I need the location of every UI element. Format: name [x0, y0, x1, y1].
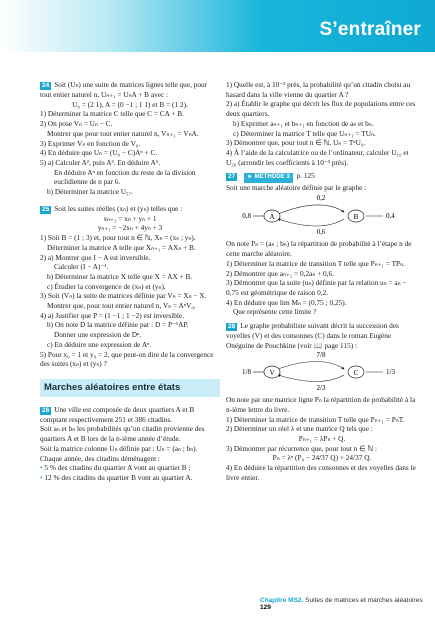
right-column [226, 80, 418, 483]
question: 2) Démontrer que aₙ₊₁ = 0,2aₙ + 0,6. [226, 268, 334, 278]
paragraph: On note Pₙ = (aₙ ; bₙ) la répartition de probabilité à l’étape n de cette marche aléatoire. [226, 239, 412, 259]
question: 1) Déterminer la matrice de transition T telle que Pₙ₊₁ = TPₙ. [226, 258, 405, 268]
markov-graph-vc [226, 350, 416, 392]
page-number: 129 [260, 604, 271, 611]
question: c) Étudier la convergence de (xₙ) et (yₙ). [47, 281, 166, 291]
footer-text: Suites de matrices et marches aléatoires [305, 597, 423, 604]
page-reference: p. 125 [296, 171, 315, 181]
question: 4) a) Justifier que P = (1 −1 ; 1 −2) est inversible. [40, 310, 184, 320]
left-column [40, 80, 220, 483]
question: 2) On pose Vₙ = Uₙ − C. [40, 119, 113, 129]
bullet-item: • 12 % des citadins du quartier B vont au quartier A. [40, 472, 193, 482]
node-label: B [353, 212, 359, 221]
question: 3) Démontrer par récurrence que, pour tout n ∈ ℕ : [226, 443, 377, 453]
header-banner [0, 0, 435, 52]
question: 4) En déduire la répartition des consonnes et des voyelles dans le livre entier. [226, 463, 416, 482]
loop-label: 1/3 [386, 368, 395, 377]
node-label: C [353, 369, 359, 378]
question: 1) Déterminer la matrice C telle que C = CA + B. [40, 109, 184, 119]
question: b) On note D la matrice définie par : D = P⁻¹AP. [47, 320, 189, 330]
question: 4) À l’aide de la calculatrice ou de l’ordinateur, calculer U₁₀ et U₂₀ (arrondir les coefficients à 10⁻³ près). [226, 147, 409, 167]
edge-label: 7/8 [316, 351, 326, 360]
edge-label: 2/3 [316, 384, 326, 393]
edge-label: 0,2 [316, 193, 326, 202]
exercise-number: 27 [228, 173, 236, 181]
system-line: xₙ₊₁ = xₙ + yₙ + 1 [103, 213, 157, 223]
exercise-27-header [226, 171, 418, 183]
loop-label: 0,8 [242, 211, 251, 220]
exercise-28-intro: 28 Le graphe probabiliste suivant décrit la succession des voyelles (V) et des consonnes (C) dans le roman Eugène Onéguine de Pouchkine (voir 📖 page 115) : [226, 321, 399, 350]
question: 3) Exprimer Vₙ en fonction de V₀. [40, 138, 141, 148]
question: 2) a) Établir le graphe qui décrit les flux de populations entre ces deux quartiers. [226, 99, 416, 119]
question: 5) Pour x₀ = 1 et y₀ = 2, que peut-on dire de la convergence des suites (xₙ) et (yₙ) ? [40, 349, 214, 369]
question: Que représente cette limite ? [233, 307, 317, 317]
node-label: A [269, 212, 275, 221]
exercise-26-intro: 26 Une ville est composée de deux quartiers A et B comptant respectivement 251 et 386 citadins. [40, 404, 195, 424]
section-heading: Marches aléatoires entre états [40, 379, 220, 397]
page-title: S’entraîner [319, 19, 421, 40]
exercise-number: 28 [228, 323, 236, 331]
paragraph: Soit la matrice colonne Uₙ définie par : Uₙ = (aₙ ; bₙ). [40, 443, 198, 453]
question: 4) En déduire que Uₙ = (U₀ − C)Aⁿ + C. [40, 148, 158, 158]
bullet-icon: • [40, 472, 45, 482]
question: 4) En déduire que lim Mₙ = (0,75 ; 0,25). [226, 297, 347, 307]
exercise-24-definition: U₀ = (2 1), A = (0 −1 ; 1 1) et B = (1 2). [72, 99, 188, 109]
loop-label: 1/8 [242, 368, 251, 377]
node-label: V [269, 369, 275, 378]
question: 2) Déterminer un réel λ et une matrice Q tels que : [226, 424, 373, 434]
paragraph: Soit aₙ et bₙ les probabilités qu’un citadin provienne des quartiers A et B lors de la n-ième année d’étude. [40, 424, 205, 444]
paragraph: On note par une matrice ligne Pₙ la répartition de probabilité à la n-ième lettre du livre. [226, 395, 416, 414]
question: 3) Démontrer que, pour tout n ∈ ℕ, Uₙ = TⁿU₀. [226, 138, 366, 148]
equation: Pₙ = λⁿ (P₀ − 24/37 Q) + 24/37 Q. [272, 453, 372, 463]
question: 5) a) Calculer A², puis A³. En déduire A⁶. [40, 157, 161, 167]
question: 3) Démontrer que la suite (uₙ) définie par la relation uₙ = aₙ − 0,75 est géométrique de raison 0,2. [226, 278, 407, 297]
question: 1) Déterminer la matrice de transition T telle que Pₙ₊₁ = PₙT. [226, 414, 405, 424]
question: 1) Quelle est, à 10⁻³ près, la probabilité qu’un citadin choisi au hasard dans la ville vienne du quartier A ? [226, 80, 411, 99]
question: b) Déterminer la matrice X telle que X = AX + B. [47, 271, 193, 281]
exercise-number: 24 [42, 82, 50, 89]
question: c) En déduire une expression de Aⁿ. [47, 339, 152, 349]
question: En déduire Aⁿ en fonction du reste de la division euclidienne de n par 6. [54, 167, 196, 187]
footer-chapter: Chapitre MS2. [260, 597, 304, 604]
exercise-number: 26 [42, 406, 50, 414]
question: 2) a) Montrer que I − A est inversible. [40, 252, 151, 262]
question: 1) Soit B = (1 ; 3) et, pour tout n ∈ ℕ, Xₙ = (xₙ ; yₙ). [40, 233, 196, 243]
system-line: yₙ₊₁ = −2xₙ + 4yₙ + 3 [97, 223, 163, 233]
paragraph: Soit une marche aléatoire définie par le graphe : [226, 183, 367, 193]
question: Montrer que pour tout entier naturel n, Vₙ₊₁ = VₙA. [47, 128, 199, 138]
markov-graph-ab [226, 193, 416, 237]
question: 3) Soit (Vₙ) la suite de matrices définie par Vₙ = Xₙ − X. [40, 291, 207, 301]
exercise-number: 25 [42, 205, 50, 213]
exercise-24-intro: 24 Soit (Uₙ) une suite de matrices lignes telle que, pour tout entier naturel n, Uₙ₊₁ = UₙA + B avec : [40, 80, 208, 99]
method-link[interactable]: ► MÉTHODE 3 [244, 173, 293, 183]
question: b) Déterminer la matrice U₅₇. [47, 187, 133, 197]
question: Donner une expression de Dⁿ. [54, 330, 142, 340]
bullet-icon: • [40, 463, 45, 473]
question: c) Déterminer la matrice T telle que Uₙ₊₁ = TUₙ. [233, 128, 376, 138]
question: b) Exprimer aₙ₊₁ et bₙ₊₁ en fonction de aₙ et bₙ. [233, 118, 374, 128]
edge-label: 0,6 [316, 227, 326, 236]
equation: Pₙ₊₁ = λPₙ + Q. [298, 433, 346, 443]
question: Déterminer la matrice A telle que Xₙ₊₁ = AXₙ + B. [47, 242, 196, 252]
bullet-item: • 5 % des citadins du quartier A vont au quartier B ; [40, 463, 191, 473]
question: Montrer que, pour tout entier naturel n, Vₙ = AⁿV₀. [47, 301, 196, 311]
exercise-25-intro: 25 Soit les suites réelles (xₙ) et (yₙ) telles que : [42, 203, 183, 213]
loop-label: 0,4 [386, 211, 395, 220]
paragraph: Chaque année, des citadins déménagent : [40, 453, 160, 463]
footer [260, 597, 435, 611]
question: Calculer (I − A)⁻¹. [54, 262, 109, 272]
